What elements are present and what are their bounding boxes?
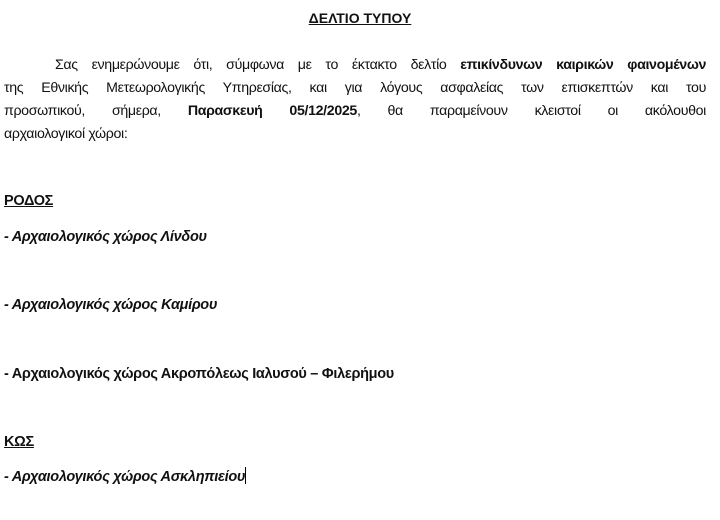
paragraph-text: προσωπικού, σήμερα, (4, 103, 188, 119)
paragraph-line-2: της Εθνικής Μετεωρολογικής Υπηρεσίας, και για λόγους ασφαλείας των επισκεπτών και του (4, 80, 706, 96)
section-heading-rodos: ΡΟΔΟΣ (4, 193, 54, 209)
date-text: Παρασκευή 05/12/2025 (187, 103, 357, 119)
document-title: ΔΕΛΤΙΟ ΤΥΠΟΥ (308, 10, 412, 26)
section-heading-kos: ΚΩΣ (4, 434, 34, 450)
paragraph-line-1 (55, 57, 706, 73)
list-item (4, 467, 246, 485)
list-item: - Αρχαιολογικός χώρος Καμίρου (4, 297, 218, 313)
list-item: - Αρχαιολογικός χώρος Λίνδου (4, 229, 207, 245)
text-cursor (245, 467, 246, 484)
list-item: - Αρχαιολογικός χώρος Ακροπόλεως Ιαλυσού – Φιλερήμου (4, 366, 394, 382)
paragraph-line-4: αρχαιολογικοί χώροι: (4, 126, 128, 142)
list-item-text: - Αρχαιολογικός χώρος Ασκληπιείου (4, 469, 246, 485)
paragraph-line-3 (4, 103, 706, 119)
paragraph-bold-text: επικίνδυνων καιρικών φαινομένων (460, 57, 706, 73)
paragraph-text: , θα παραμείνουν κλειστοί οι ακόλουθοι (356, 103, 706, 119)
paragraph-text: Σας ενημερώνουμε ότι, σύμφωνα με το έκτακτο δελτίο (55, 57, 461, 73)
